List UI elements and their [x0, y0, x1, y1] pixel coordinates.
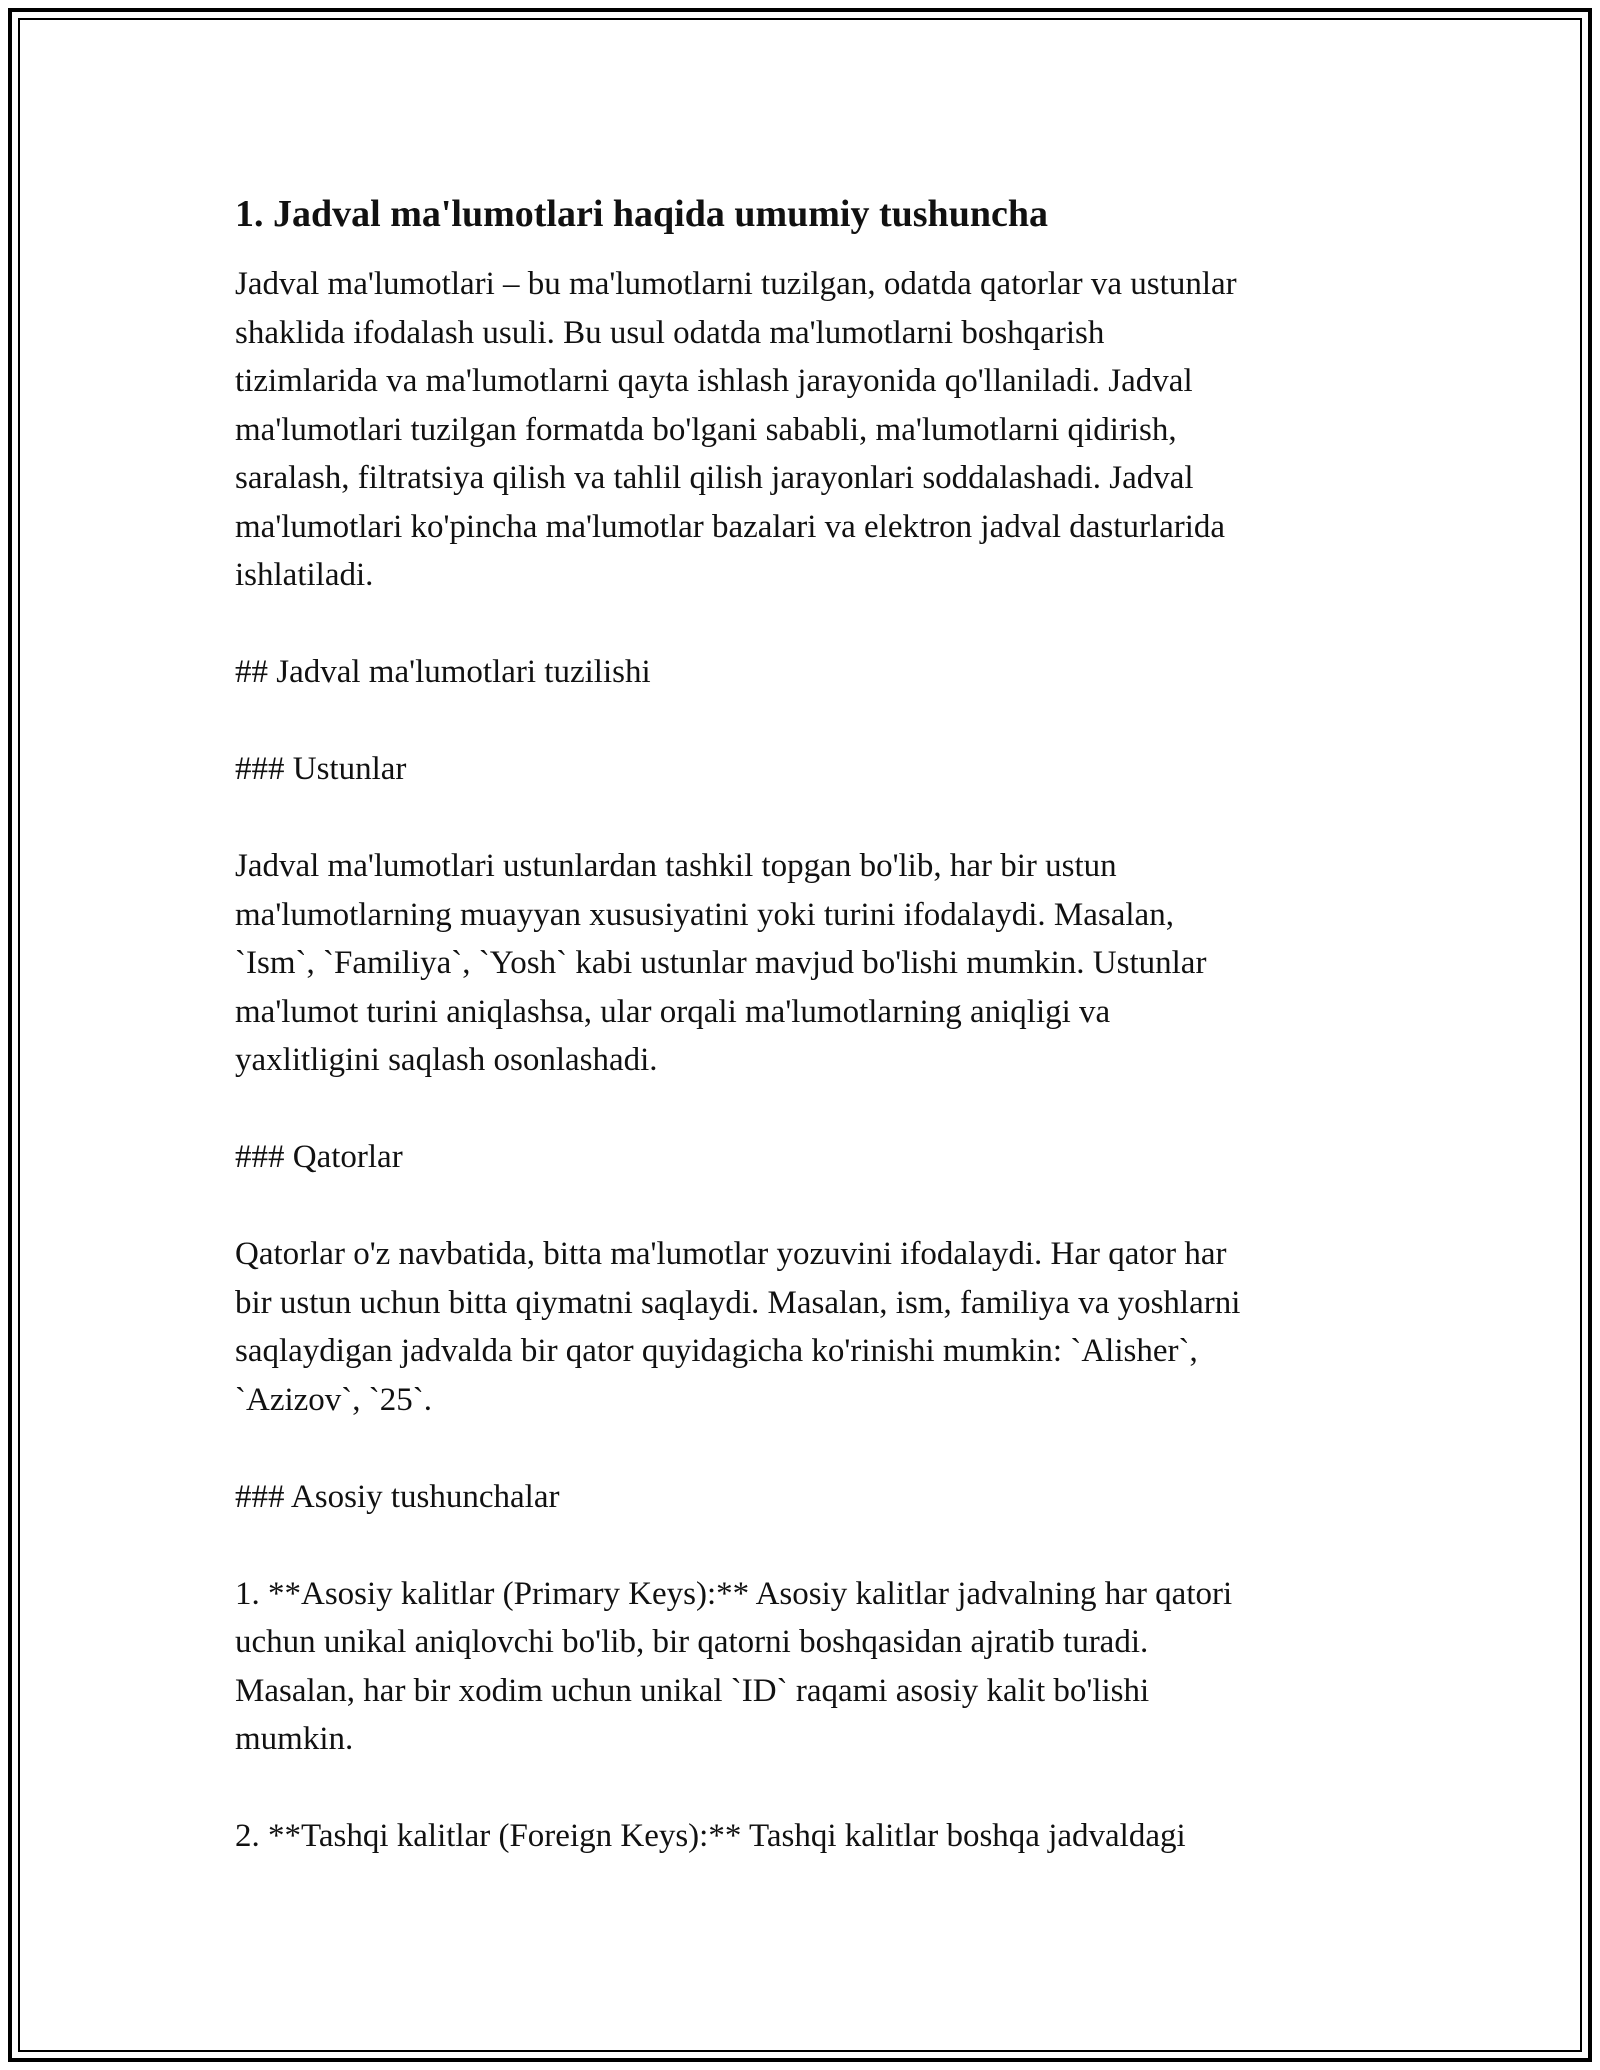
- heading-rows: ### Qatorlar: [235, 1139, 403, 1175]
- document-body: [235, 190, 1375, 1861]
- columns-paragraph: Jadval ma'lumotlari ustunlardan tashkil topgan bo'lib, har bir ustun ma'lumotlarning muayyan xususiyatini yoki turini ifodalaydi. Masalan, `Ism`, `Familiya`, `Yosh` kabi ustunlar mavjud bo'lishi mumkin. Ustunlar ma'lumot turini aniqlashsa, ular orqali ma'lumotlarning aniqligi va yaxlitligini saqlash osonlashadi.: [235, 848, 1207, 1078]
- list-item-primary-keys: 1. **Asosiy kalitlar (Primary Keys):** Asosiy kalitlar jadvalning har qatori uchun unikal aniqlovchi bo'lib, bir qatorni boshqasidan ajratib turadi. Masalan, har bir xodim uchun unikal `ID` raqami asosiy kalit bo'lishi mumkin.: [235, 1575, 1233, 1757]
- document-title: 1. Jadval ma'lumotlari haqida umumiy tushuncha: [235, 193, 1048, 235]
- list-item-foreign-keys: 2. **Tashqi kalitlar (Foreign Keys):** Tashqi kalitlar boshqa jadvaldagi: [235, 1818, 1186, 1854]
- heading-concepts: ### Asosiy tushunchalar: [235, 1478, 560, 1515]
- heading-columns: ### Ustunlar: [235, 751, 407, 787]
- rows-paragraph: Qatorlar o'z navbatida, bitta ma'lumotlar yozuvini ifodalaydi. Har qator har bir ustun uchun bitta qiymatni saqlaydi. Masalan, ism, familiya va yoshlarni saqlaydigan jadvalda bir qator quyidagicha ko'rinishi mumkin: `Alisher`, `Azizov`, `25`.: [235, 1236, 1241, 1418]
- heading-structure: ## Jadval ma'lumotlari tuzilishi: [235, 654, 651, 690]
- intro-paragraph: Jadval ma'lumotlari – bu ma'lumotlarni tuzilgan, odatda qatorlar va ustunlar shaklida ifodalash usuli. Bu usul odatda ma'lumotlarni boshqarish tizimlarida va ma'lumotlarni qayta ishlash jarayonida qo'llaniladi. Jadval ma'lumotlari tuzilgan formatda bo'lgani sababli, ma'lumotlarni qidirish, saralash, filtratsiya qilish va tahlil qilish jarayonlari soddalashadi. Jadval ma'lumotlari ko'pincha ma'lumotlar bazalari va elektron jadval dasturlarida ishlatiladi.: [235, 266, 1237, 593]
